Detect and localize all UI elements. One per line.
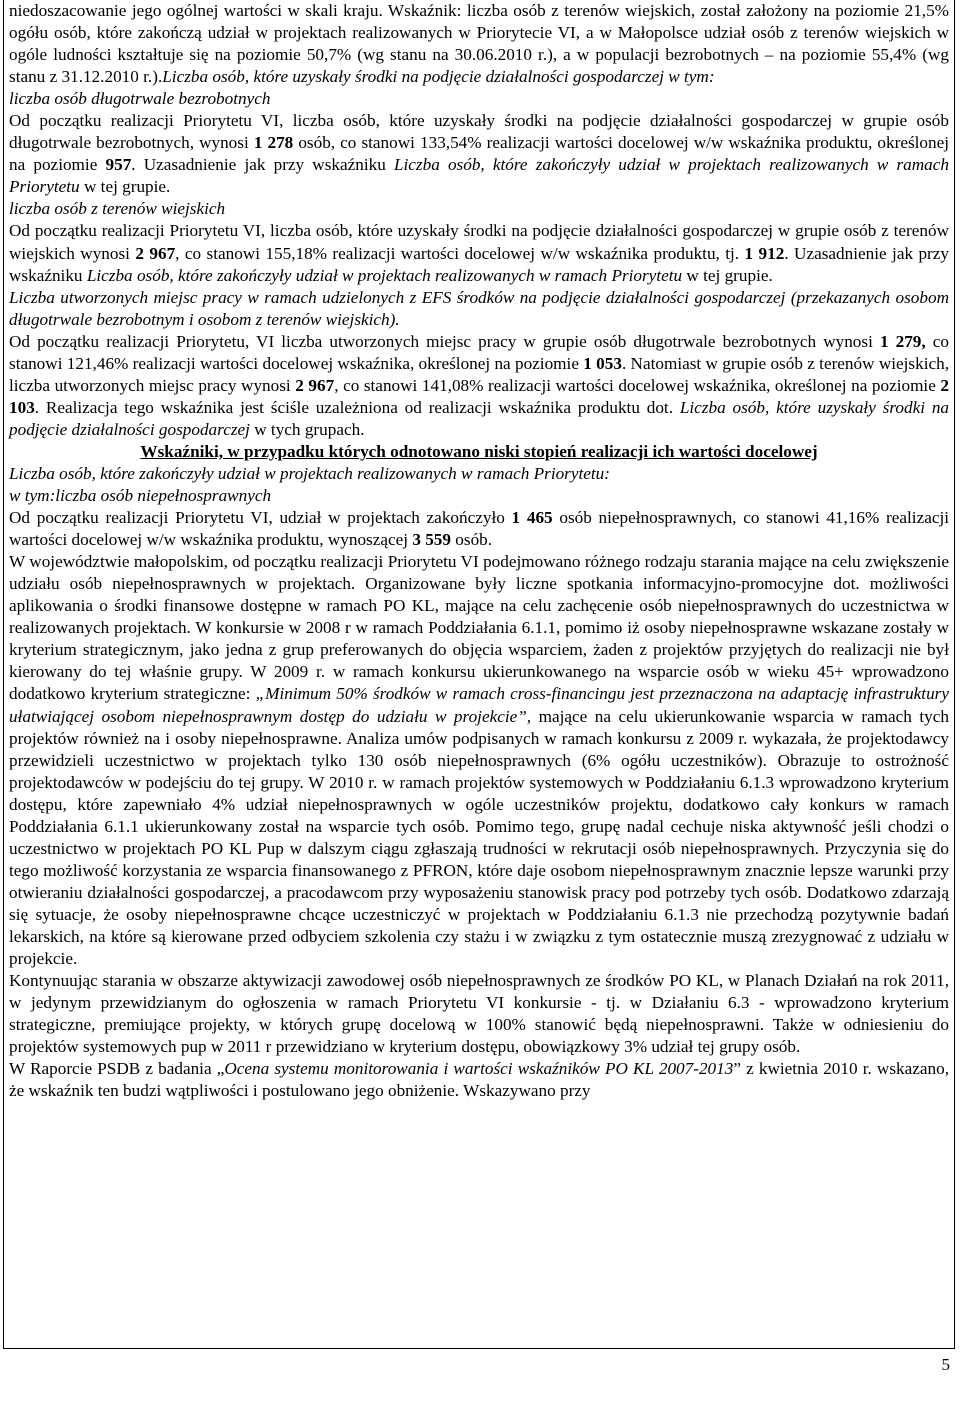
bold-value: 1 465 xyxy=(511,508,553,528)
bold-value: 2 967 xyxy=(295,375,335,395)
text-run: w tej grupie. xyxy=(79,177,171,197)
bold-value: 1 053 xyxy=(583,353,622,373)
bold-value: 2 103 xyxy=(9,375,949,417)
paragraph xyxy=(9,463,949,485)
text-run: , co stanowi 155,18% realizacji wartości docelowej w/w wskaźnika produktu, tj. xyxy=(175,243,745,263)
text-run: w tej grupie. xyxy=(682,265,773,285)
text-run: Od początku realizacji Priorytetu VI, liczba osób, które uzyskały środki na podjęcie działalności gospodarczej w grupie osób z terenów wiejskich wynosi xyxy=(9,221,949,263)
text-run: Kontynuując starania w obszarze aktywizacji zawodowej osób niepełnosprawnych ze środków PO KL, w Planach Działań na rok 2011, w jedynym przewidzianym do ogłoszenia w ramach Priorytetu VI konkursie - tj. w Działaniu 6.3 - wprowadzono kryterium strategiczne, premiujące projekty, w których grupę docelową w 100% stanowić będą niepełnosprawni. Także w odniesieniu do projektów systemowych pup w 2011 r przewidziano w kryterium dostępu, obowiązkowy 3% udział tej grupy osób. xyxy=(9,971,949,1057)
italic-text: Liczba osób, które uzyskały środki na podjęcie działalności gospodarczej xyxy=(9,397,950,439)
italic-text: Liczba utworzonych miejsc pracy w ramach udzielonych z EFS środków na podjęcie działalności gospodarczej (przekazanych osobom długotrwale bezrobotnym i osobom z terenów wiejskich). xyxy=(9,287,949,329)
text-run: osób, co stanowi 133,54% realizacji wartości docelowej w/w wskaźnika produktu, określonej na poziomie xyxy=(9,133,950,175)
text-run: osób. xyxy=(450,530,493,550)
text-run: Wskaźniki, w przypadku których odnotowano niski stopień realizacji ich wartości docelowej xyxy=(140,441,818,461)
paragraph xyxy=(9,551,949,970)
text-run: osób niepełnosprawnych, co stanowi 41,16% realizacji wartości docelowej w/w wskaźnika produktu, wynoszącej xyxy=(9,508,950,550)
paragraph xyxy=(9,331,949,441)
italic-text: „Minimum 50% środków w ramach cross-financingu jest przeznaczona na adaptację infrastruktury ułatwiającej osobom niepełnosprawnym dostęp do udziału w projekcie”, xyxy=(9,684,949,726)
italic-text: Ocena systemu monitorowania i wartości wskaźników PO KL 2007-2013 xyxy=(224,1059,734,1079)
paragraph xyxy=(9,1058,949,1102)
paragraph xyxy=(9,0,949,88)
text-run: . Uzasadnienie jak przy wskaźniku xyxy=(131,155,394,175)
bold-value: 957 xyxy=(105,155,132,175)
text-run: co stanowi 121,46% realizacji wartości docelowej wskaźnika, określonej na poziomie xyxy=(9,331,949,373)
bold-value: 1 278 xyxy=(253,133,294,153)
text-run: niedoszacowanie jego ogólnej wartości w skali kraju. Wskaźnik: liczba osób z terenów wiejskich, został założony na poziomie 21,5% ogółu osób, które zakończą udział w projektach realizowanych w Priorytecie VI, a w Małopolsce udział osób z terenów wiejskich w ogóle ludności kształtuje się na poziomie 50,7% (wg stanu na 30.06.2010 r.), a w populacji bezrobotnych – na poziomie 55,4% (wg stanu z 31.12.2010 r.). xyxy=(9,1,949,87)
paragraph xyxy=(9,287,949,331)
italic-text: liczba osób długotrwale bezrobotnych xyxy=(9,89,271,109)
text-run: mające na celu ukierunkowanie wsparcia w ramach tych projektów również na i osoby niepełnosprawne. Analiza umów podpisanych w ramach konkursu z 2009 r. wykazała, że projektodawcy przewidzieli uczestnictwo w projektach tylko 130 osób niepełnosprawnych (6% ogółu uczestników). Obrazuje to ostrożność projektodawców w podejściu do tej grupy. W 2010 r. w ramach projektów systemowych w Poddziałaniu 6.1.3 wprowadzono kryterium dostępu, które zapewniało 4% udział niepełnosprawnych w ogóle uczestników projektu, dodatkowo cały konkurs w ramach Poddziałania 6.1.1 ukierunkowany został na wsparcie tych osób. Pomimo tego, grupę nadal cechuje niska aktywność jeśli chodzi o uczestnictwo w projektach PO KL Pup w dalszym ciągu zgłaszają trudności w rekrutacji osób niepełnosprawnych. Przyczynia się do tego możliwość korzystania ze wsparcia finansowanego z PFRON, które daje osobom niepełnosprawnym znacznie lepsze warunki przy otwieraniu działalności gospodarczej, a pracodawcom przy wyposażeniu stanowisk pracy pod potrzeby tych osób. Dodatkowo zdarzają się sytuacje, że osoby niepełnosprawne chcące uczestniczyć w projektach w Poddziałaniu 6.1.3 nie przechodzą pozytywnie badań lekarskich, na które są kierowane przed odbyciem szkolenia czy stażu i w związku z tym ostatecznie muszą zrezygnować z udziału w projekcie. xyxy=(9,706,949,969)
bold-value: 3 559 xyxy=(412,530,451,550)
paragraph xyxy=(9,88,949,110)
italic-text: Liczba osób, które zakończyły udział w projektach realizowanych w ramach Priorytetu xyxy=(9,155,949,197)
italic-text: Liczba osób, które zakończyły udział w projektach realizowanych w ramach Priorytetu xyxy=(86,265,683,285)
text-run: W województwie małopolskim, od początku realizacji Priorytetu VI podejmowano różnego rodzaju starania mające na celu zwiększenie udziału osób niepełnosprawnych w projektach. Organizowane były liczne spotkania informacyjno-promocyjne dot. możliwości aplikowania o środki finansowe dostępne w ramach PO KL, mające na celu zachęcenie osób niepełnosprawnych do uczestnictwa w realizowanych projektach. W konkursie w 2008 r w ramach Poddziałania 6.1.1, pomimo iż osoby niepełnosprawne wskazane zostały w kryterium strategicznym, jako jedna z grup preferowanych do objęcia wsparciem, żaden z projektów przyjętych do realizacji nie był kierowany do tej właśnie grupy. W 2009 r. w ramach konkursu ukierunkowanego na wsparcie osób w wieku 45+ wprowadzono dodatkowo kryterium strategiczne: xyxy=(9,552,949,704)
italic-text: Liczba osób, które zakończyły udział w projektach realizowanych w ramach Priorytetu: xyxy=(9,463,610,483)
paragraph xyxy=(9,220,949,286)
text-run: W Raporcie PSDB z badania „ xyxy=(9,1059,225,1079)
italic-text: liczba osób z terenów wiejskich xyxy=(9,199,226,219)
text-run: w tych grupach. xyxy=(249,419,365,439)
bold-value: 2 967 xyxy=(135,243,176,263)
page-number: 5 xyxy=(941,1354,950,1374)
paragraph xyxy=(9,507,949,551)
bold-value: 1 279, xyxy=(879,331,926,351)
paragraph xyxy=(9,198,949,220)
text-run: . Realizacja tego wskaźnika jest ściśle uzależniona od realizacji wskaźnika produktu dot. xyxy=(34,397,680,417)
text-run: Od początku realizacji Priorytetu, VI liczba utworzonych miejsc pracy w grupie osób długotrwale bezrobotnych wynosi xyxy=(9,331,880,351)
paragraph xyxy=(9,110,949,198)
bold-value: 1 912 xyxy=(744,243,785,263)
italic-text: w tym:liczba osób niepełnosprawnych xyxy=(9,486,272,506)
text-run: . Uzasadnienie jak przy wskaźniku xyxy=(9,243,949,285)
italic-text: Liczba osób, które uzyskały środki na podjęcie działalności gospodarczej w tym: xyxy=(162,67,715,87)
text-run: Od początku realizacji Priorytetu VI, liczba osób, które uzyskały środki na podjęcie działalności gospodarczej w grupie osób długotrwale bezrobotnych, wynosi xyxy=(9,111,949,153)
text-run: , co stanowi 141,08% realizacji wartości docelowej wskaźnika, określonej na poziomie xyxy=(334,375,941,395)
section-heading xyxy=(9,441,949,463)
paragraph xyxy=(9,485,949,507)
text-run: . Natomiast w grupie osób z terenów wiejskich, liczba utworzonych miejsc pracy wynosi xyxy=(9,353,949,395)
text-run: ” z kwietnia 2010 r. wskazano, że wskaźnik ten budzi wątpliwości i postulowano jego obniżenie. Wskazywano przy xyxy=(9,1059,949,1101)
paragraph xyxy=(9,970,949,1058)
document-body xyxy=(9,0,949,1102)
text-run: Od początku realizacji Priorytetu VI, udział w projektach zakończyło xyxy=(9,508,512,528)
